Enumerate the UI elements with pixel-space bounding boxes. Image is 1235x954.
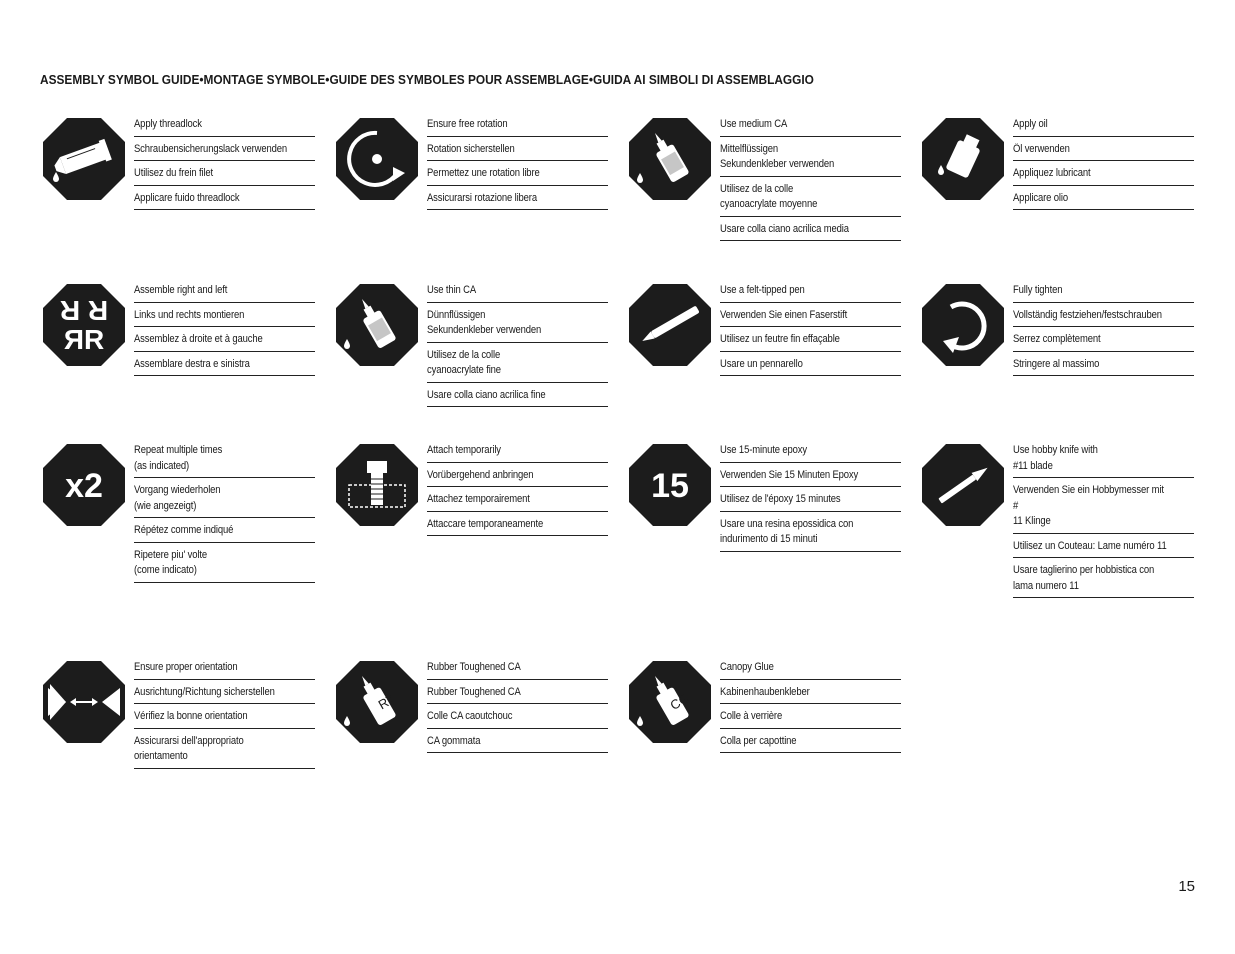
description-line xyxy=(427,492,608,512)
description-text: Applicare fuido threadlock xyxy=(134,191,240,204)
symbol-description-list xyxy=(134,443,315,588)
description-line xyxy=(134,166,315,186)
description-line xyxy=(1013,308,1194,328)
oil-bottle-icon xyxy=(921,117,1005,201)
description-line xyxy=(134,685,315,705)
description-text: Ensure free rotation xyxy=(427,118,508,130)
description-text: Utilisez de l'époxy 15 minutes xyxy=(720,493,841,505)
description-line xyxy=(720,492,901,512)
description-line xyxy=(1013,332,1194,352)
description-text: Vorübergehend anbringen xyxy=(427,468,534,481)
page-number: 15 xyxy=(1178,878,1195,895)
fully-tighten-icon-graphic xyxy=(921,283,1005,367)
description-text: Stringere al massimo xyxy=(1013,357,1100,370)
description-text: Verwenden Sie 15 Minuten Epoxy xyxy=(720,468,859,481)
description-line xyxy=(427,166,608,186)
description-line xyxy=(1013,483,1194,534)
description-line xyxy=(427,117,608,137)
description-line xyxy=(427,308,608,343)
oil-bottle-icon-graphic xyxy=(921,117,1005,201)
svg-text:x2: x2 xyxy=(65,467,103,505)
threadlock-tube-icon xyxy=(42,117,126,201)
description-line xyxy=(427,388,608,408)
description-line xyxy=(1013,117,1194,137)
free-rotation-icon-graphic xyxy=(335,117,419,201)
description-line xyxy=(427,709,608,729)
svg-text:RT: RT xyxy=(375,690,398,713)
description-line xyxy=(1013,191,1194,211)
symbol-description-list xyxy=(720,443,901,557)
description-text: Applicare olio xyxy=(1013,191,1068,204)
symbol-description-list xyxy=(427,443,608,541)
description-line xyxy=(134,308,315,328)
description-line xyxy=(1013,357,1194,377)
description-line xyxy=(1013,142,1194,162)
description-line xyxy=(427,191,608,211)
description-text: Rotation sicherstellen xyxy=(427,142,515,155)
description-line xyxy=(134,117,315,137)
description-text: Schraubensicherungslack verwenden xyxy=(134,142,287,155)
fully-tighten-icon xyxy=(921,283,1005,367)
description-text: Vollständig festziehen/festschrauben xyxy=(1013,308,1162,321)
description-line xyxy=(427,443,608,463)
description-line xyxy=(134,548,315,583)
description-text: Ensure proper orientation xyxy=(134,661,238,673)
temporary-bolt-icon-graphic xyxy=(335,443,419,527)
description-text: Appliquez lubricant xyxy=(1013,167,1091,179)
hobby-knife-icon-graphic xyxy=(921,443,1005,527)
description-line xyxy=(427,685,608,705)
description-text: Verwenden Sie einen Faserstift xyxy=(720,308,848,321)
description-text: Use thin CA xyxy=(427,284,477,296)
rubber-ca-bottle-icon xyxy=(335,660,419,744)
description-line xyxy=(134,191,315,211)
description-text: Öl verwenden xyxy=(1013,142,1070,155)
epoxy-15-icon xyxy=(628,443,712,527)
description-line xyxy=(1013,563,1194,598)
description-text: Attaccare temporaneamente xyxy=(427,517,544,530)
symbol-description-list xyxy=(720,660,901,758)
description-text: Rubber Toughened CA xyxy=(427,661,521,673)
canopy-glue-bottle-icon xyxy=(628,660,712,744)
description-text: Attachez temporairement xyxy=(427,493,530,505)
description-line xyxy=(134,283,315,303)
description-text: Usare colla ciano acrilica fine xyxy=(427,388,546,401)
description-line xyxy=(720,685,901,705)
description-text: Usare una resina epossidica con indurimento di 15 minuti xyxy=(720,517,854,545)
description-text: Use hobby knife with #11 blade xyxy=(1013,444,1098,472)
description-text: Fully tighten xyxy=(1013,284,1063,296)
description-line xyxy=(427,734,608,754)
description-line xyxy=(134,523,315,543)
description-text: Mittelflüssigen Sekundenkleber verwenden xyxy=(720,142,835,170)
description-line xyxy=(1013,539,1194,559)
description-text: Assemble right and left xyxy=(134,284,228,296)
description-text: Assicurarsi rotazione libera xyxy=(427,191,537,204)
description-text: Rubber Toughened CA xyxy=(427,685,521,698)
description-text: Ripetere piu' volte (come indicato) xyxy=(134,548,207,576)
description-line xyxy=(1013,283,1194,303)
repeat-x2-icon-graphic xyxy=(42,443,126,527)
description-text: Vérifiez la bonne orientation xyxy=(134,710,248,722)
description-line xyxy=(134,709,315,729)
description-line xyxy=(720,443,901,463)
description-line xyxy=(720,709,901,729)
description-text: Repeat multiple times (as indicated) xyxy=(134,444,223,472)
description-text: Canopy Glue xyxy=(720,661,774,673)
description-line xyxy=(134,332,315,352)
description-line xyxy=(720,142,901,177)
epoxy-15-icon-graphic xyxy=(628,443,712,527)
temporary-bolt-icon xyxy=(335,443,419,527)
description-line xyxy=(1013,166,1194,186)
description-text: Assemblez à droite et à gauche xyxy=(134,333,263,345)
felt-pen-icon xyxy=(628,283,712,367)
description-line xyxy=(720,734,901,754)
description-text: Ausrichtung/Richtung sicherstellen xyxy=(134,685,275,698)
description-text: Use 15-minute epoxy xyxy=(720,444,807,456)
description-text: Usare taglierino per hobbistica con lama numero 11 xyxy=(1013,564,1155,592)
description-text: Assemblare destra e sinistra xyxy=(134,357,250,370)
description-line xyxy=(720,117,901,137)
orientation-icon xyxy=(42,660,126,744)
page-title: ASSEMBLY SYMBOL GUIDE•MONTAGE SYMBOLE•GUIDE DES SYMBOLES POUR ASSEMBLAGE•GUIDA AI SIMBOLI DI ASSEMBLAGGIO xyxy=(40,72,814,87)
description-text: Permettez une rotation libre xyxy=(427,167,540,179)
symbol-description-list xyxy=(1013,283,1194,381)
svg-text:15: 15 xyxy=(651,467,689,505)
symbol-description-list xyxy=(134,660,315,774)
description-line xyxy=(134,142,315,162)
symbol-description-list xyxy=(427,660,608,758)
canopy-glue-bottle-icon-graphic xyxy=(628,660,712,744)
description-line xyxy=(1013,443,1194,478)
description-text: Utilisez du frein filet xyxy=(134,167,214,179)
svg-text:ЯR: ЯR xyxy=(63,324,105,355)
description-text: Dünnflüssigen Sekundenkleber verwenden xyxy=(427,308,542,336)
description-text: Répétez comme indiqué xyxy=(134,524,234,536)
description-line xyxy=(720,357,901,377)
orientation-icon-graphic xyxy=(42,660,126,744)
thin-ca-bottle-icon-graphic xyxy=(335,283,419,367)
description-text: Colla per capottine xyxy=(720,734,797,747)
description-text: Assicurarsi dell'appropriato orientamento xyxy=(134,734,244,762)
right-left-icon xyxy=(42,283,126,367)
description-line xyxy=(720,517,901,552)
repeat-x2-icon xyxy=(42,443,126,527)
description-text: Apply threadlock xyxy=(134,118,202,130)
symbol-description-list xyxy=(134,283,315,381)
thin-ca-bottle-icon xyxy=(335,283,419,367)
description-text: Kabinenhaubenkleber xyxy=(720,685,810,698)
rubber-ca-bottle-icon-graphic xyxy=(335,660,419,744)
description-line xyxy=(720,283,901,303)
description-text: Links und rechts montieren xyxy=(134,308,245,321)
svg-text:R R: R R xyxy=(59,295,109,326)
description-line xyxy=(720,332,901,352)
description-text: Colle à verrière xyxy=(720,710,783,722)
description-line xyxy=(427,468,608,488)
description-line xyxy=(720,308,901,328)
svg-text:CG: CG xyxy=(667,690,692,713)
symbol-description-list xyxy=(720,117,901,246)
symbol-description-list xyxy=(134,117,315,215)
description-line xyxy=(427,517,608,537)
description-line xyxy=(720,468,901,488)
description-line xyxy=(134,660,315,680)
description-text: Serrez complètement xyxy=(1013,333,1101,345)
description-line xyxy=(720,182,901,217)
description-text: Utilisez de la colle cyanoacrylate moyenne xyxy=(720,182,818,210)
description-text: CA gommata xyxy=(427,734,481,747)
symbol-description-list xyxy=(427,283,608,412)
symbol-description-list xyxy=(1013,117,1194,215)
description-line xyxy=(720,222,901,242)
description-line xyxy=(134,357,315,377)
description-line xyxy=(134,734,315,769)
description-text: Apply oil xyxy=(1013,118,1048,130)
description-text: Utilisez de la colle cyanoacrylate fine xyxy=(427,348,501,376)
description-text: Attach temporarily xyxy=(427,444,501,456)
description-text: Vorgang wiederholen (wie angezeigt) xyxy=(134,484,221,512)
description-text: Use a felt-tipped pen xyxy=(720,284,805,296)
description-text: Utilisez un feutre fin effaçable xyxy=(720,333,840,345)
description-line xyxy=(427,283,608,303)
description-line xyxy=(134,483,315,518)
symbol-description-list xyxy=(720,283,901,381)
description-text: Colle CA caoutchouc xyxy=(427,710,513,722)
description-text: Utilisez un Couteau: Lame numéro 11 xyxy=(1013,539,1167,552)
symbol-description-list xyxy=(1013,443,1194,603)
description-line xyxy=(134,443,315,478)
description-text: Use medium CA xyxy=(720,118,788,130)
description-line xyxy=(427,660,608,680)
description-text: Usare un pennarello xyxy=(720,357,803,370)
felt-pen-icon-graphic xyxy=(628,283,712,367)
hobby-knife-icon xyxy=(921,443,1005,527)
medium-ca-bottle-icon-graphic xyxy=(628,117,712,201)
description-line xyxy=(720,660,901,680)
symbol-description-list xyxy=(427,117,608,215)
right-left-icon-graphic xyxy=(42,283,126,367)
description-text: Verwenden Sie ein Hobbymesser mit # 11 Klinge xyxy=(1013,484,1164,527)
medium-ca-bottle-icon xyxy=(628,117,712,201)
description-text: Usare colla ciano acrilica media xyxy=(720,222,849,235)
description-line xyxy=(427,142,608,162)
description-line xyxy=(427,348,608,383)
free-rotation-icon xyxy=(335,117,419,201)
threadlock-tube-icon-graphic xyxy=(42,117,126,201)
